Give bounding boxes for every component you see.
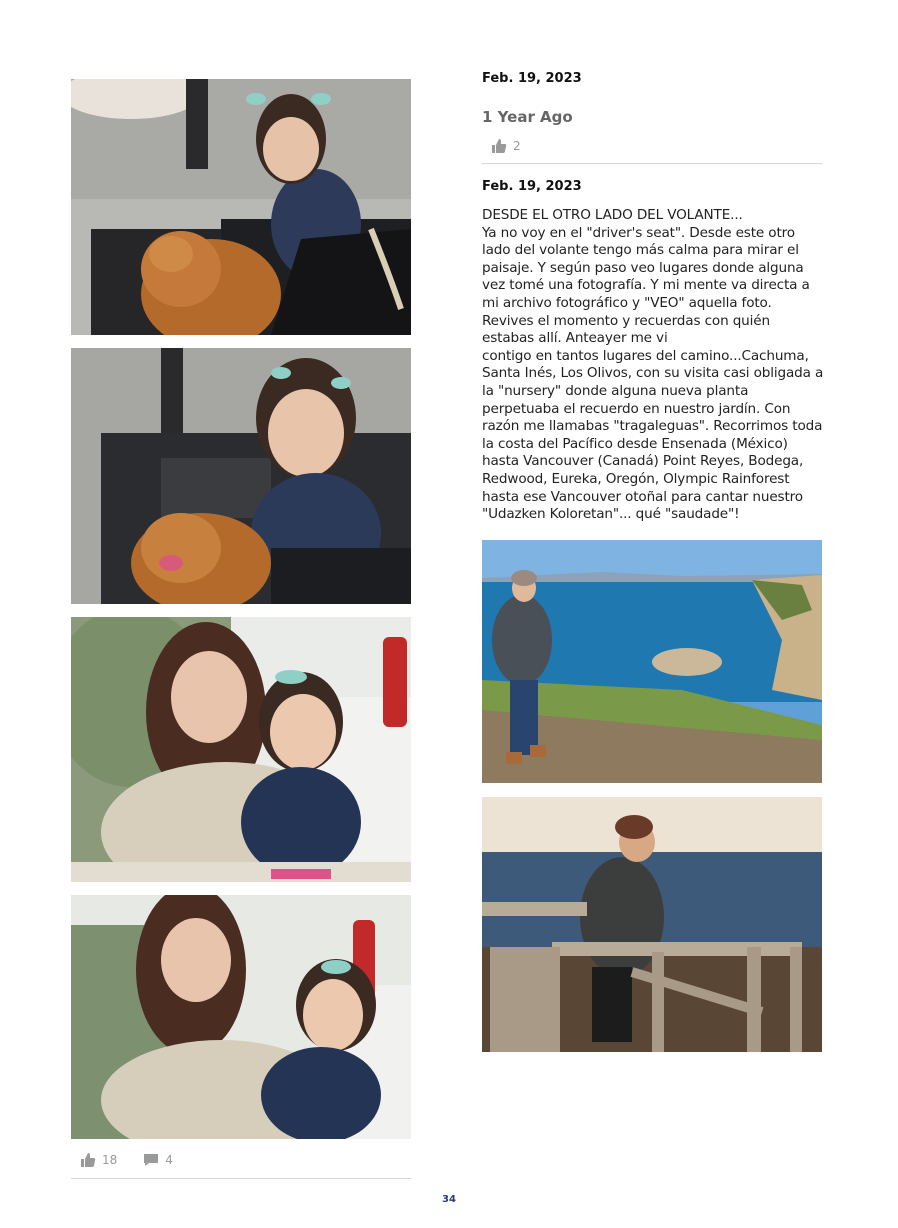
- photo-woman-holding-toddler-2: [71, 895, 411, 1139]
- photo-woman-at-ocean-railing: [482, 797, 822, 1052]
- photo-woman-on-coastal-cliff: [482, 540, 822, 783]
- left-post-stats: [80, 1152, 173, 1168]
- post-body-text: DESDE EL OTRO LADO DEL VOLANTE... Ya no voy en el "driver's seat". Desde este otro lado del volante tengo más calma para mirar el paisaje. Y según paso veo lugares donde alguna vez tomé una fotografía. Y mi mente va directa a mi archivo fotográfico y "VEO" aquella foto. Revives el momento y recuerdas con quién estabas allí. Anteayer me vi contigo en tantos lugares del camino...Cachuma, Santa Inés, Los Olivos, con su visita casi obligada a la "nursery" donde alguna nueva planta perpetuaba el recuerdo en nuestro jardín. Con razón me llamabas "tragaleguas". Recorrimos toda la costa del Pacífico desde Ensenada (México) hasta Vancouver (Canadá) Point Reyes, Bodega, Redwood, Eureka, Oregón, Olympic Rainforest hasta ese Vancouver otoñal para cantar nuestro "Udazken Koloretan"... qué "saudade"!: [482, 207, 824, 523]
- photo-toddler-with-pomeranian-2: [71, 348, 411, 604]
- thumbs-up-icon[interactable]: [80, 1152, 96, 1168]
- like-count: 18: [102, 1153, 118, 1167]
- post-date: Feb. 19, 2023: [482, 71, 582, 86]
- divider: [482, 163, 822, 164]
- thumbs-up-icon[interactable]: [491, 138, 507, 154]
- post-title: 1 Year Ago: [482, 108, 573, 126]
- like-count: 2: [513, 139, 521, 153]
- photo-woman-holding-toddler-1: [71, 617, 411, 882]
- page-number: 34: [442, 1194, 456, 1205]
- post-date: Feb. 19, 2023: [482, 179, 582, 194]
- comment-bubble-icon[interactable]: [143, 1152, 159, 1168]
- comment-count: 4: [165, 1153, 173, 1167]
- divider: [71, 1178, 411, 1179]
- photo-toddler-with-pomeranian-1: [71, 79, 411, 335]
- post-stats: [491, 138, 521, 154]
